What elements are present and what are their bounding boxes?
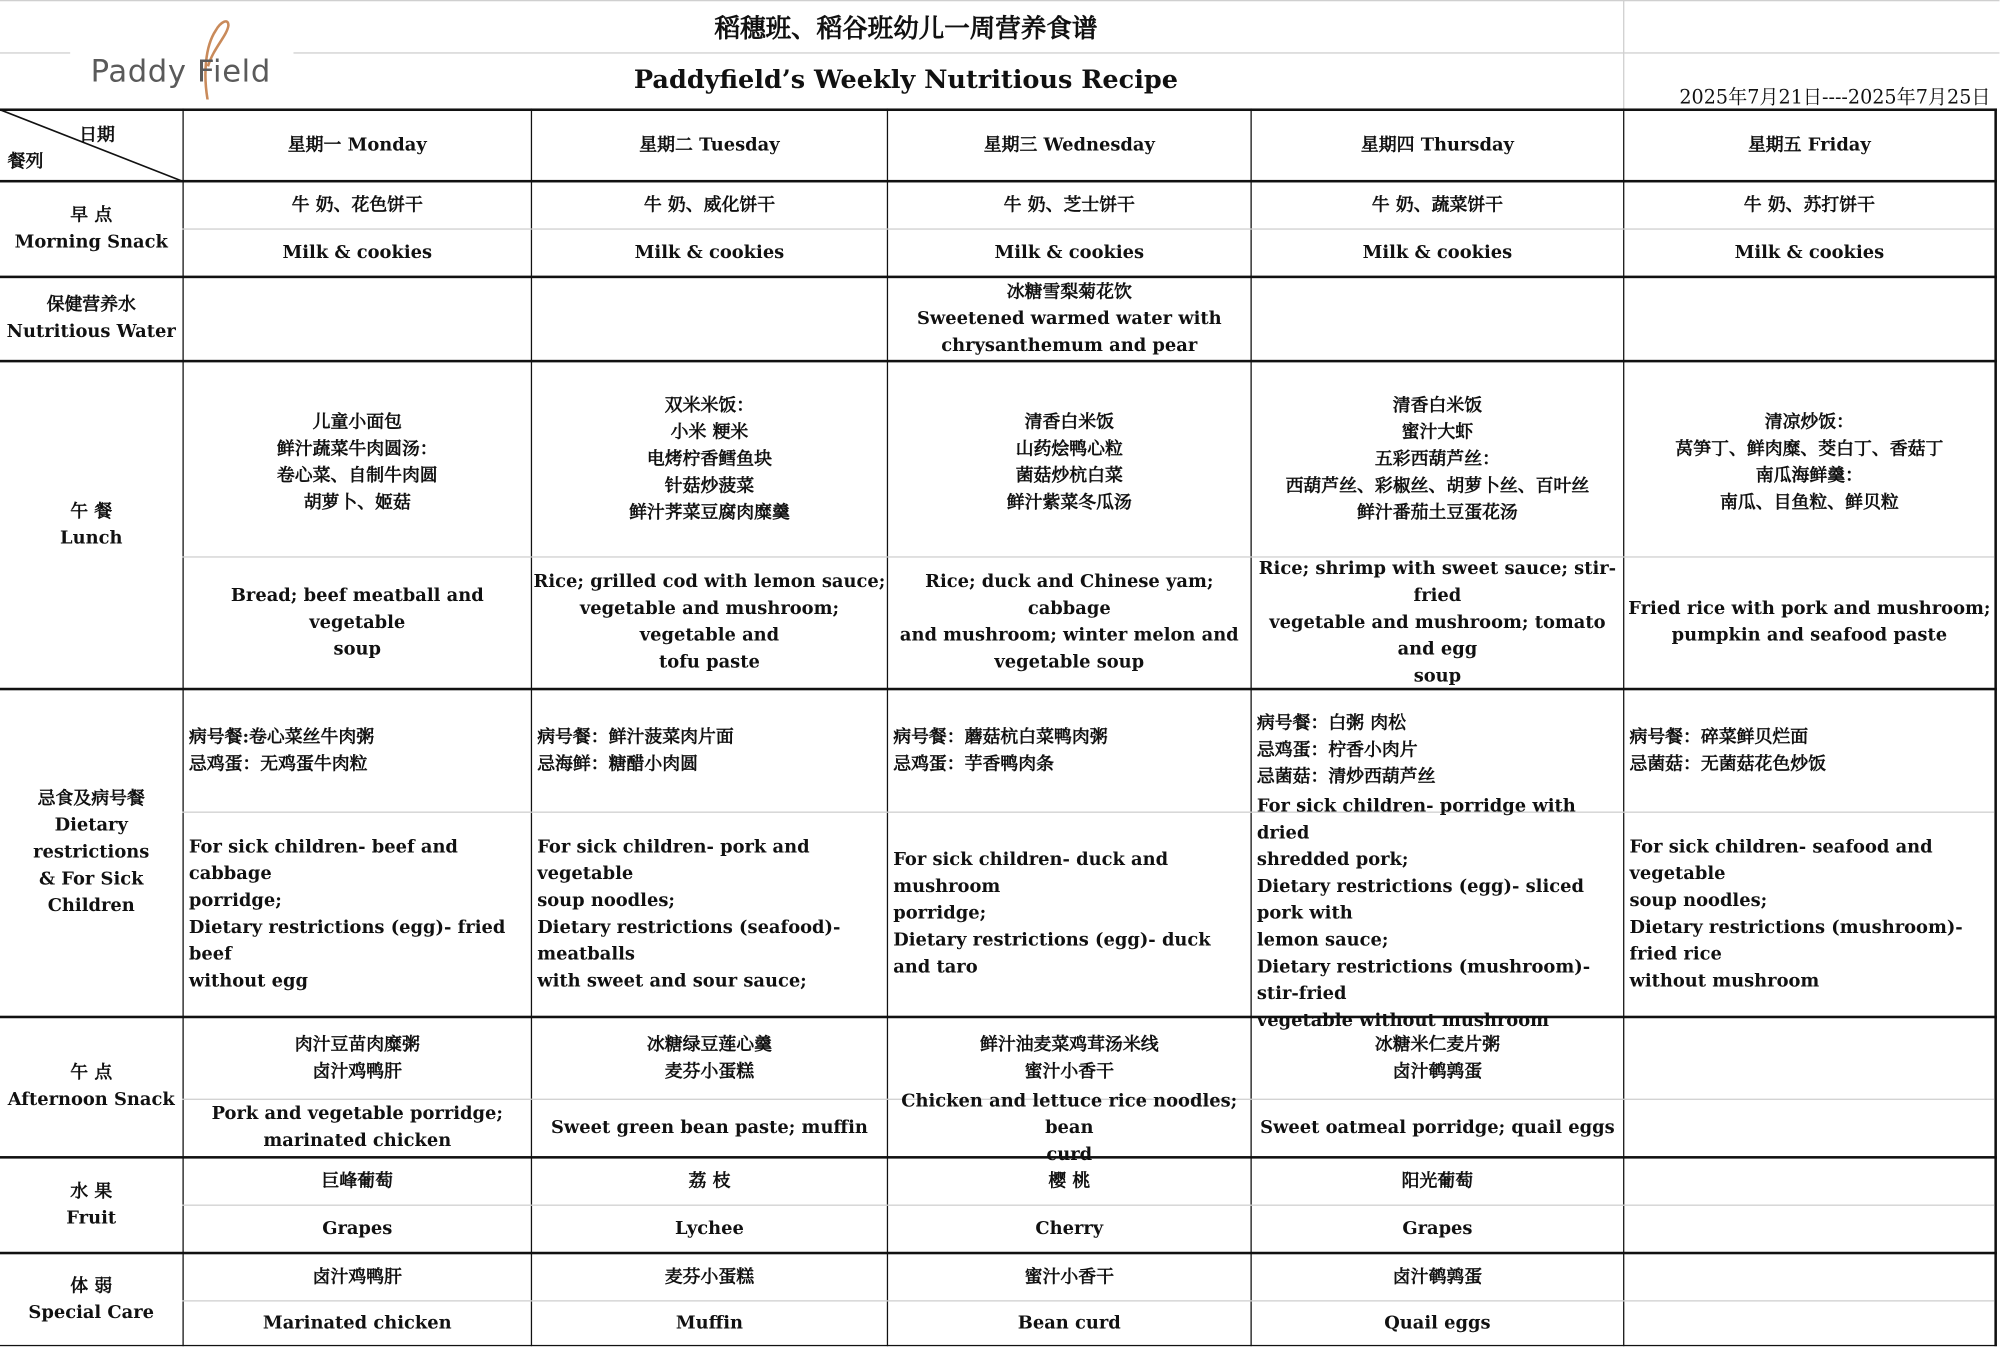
lunch-en-line: vegetable and mushroom; vegetable and xyxy=(579,598,840,646)
afternoon-snack-en-mon xyxy=(184,1100,531,1156)
day-header-wednesday: 星期三 Wednesday xyxy=(983,134,1155,156)
dietary-en-line: For sick children- porridge with dried xyxy=(1256,796,1576,844)
dietary-en-line: vegetable without mushroom xyxy=(1256,1010,1550,1032)
dietary-en-tue xyxy=(532,813,887,1016)
afternoon-en-line: curd xyxy=(1046,1143,1093,1165)
lunch-line: 电烤柠香鳕鱼块 xyxy=(646,448,772,469)
afternoon-line: 卤汁鹌鹑蛋 xyxy=(1392,1060,1483,1082)
row-label-nutritious-water xyxy=(0,278,182,360)
lunch-line: 双米米饭： xyxy=(664,394,755,416)
lunch-line: 蜜汁大虾 xyxy=(1401,421,1474,443)
dietary-en-line: porridge; xyxy=(893,903,987,924)
lunch-line: 鲜汁蔬菜牛肉圆汤： xyxy=(276,438,438,460)
lunch-line: 小米 粳米 xyxy=(670,421,749,443)
afternoon-snack-en-tue xyxy=(532,1100,887,1156)
lunch-line: 鲜汁番茄土豆蛋花汤 xyxy=(1357,502,1518,523)
special-care-zh-mon: 卤汁鸡鸭肝 xyxy=(312,1266,402,1287)
dietary-en-line: soup noodles; xyxy=(537,890,675,911)
afternoon-line: 肉汁豆苗肉糜粥 xyxy=(294,1034,420,1055)
morning-snack-zh-fri: 牛 奶、苏打饼干 xyxy=(1743,194,1876,216)
special-care-zh-wed: 蜜汁小香干 xyxy=(1024,1266,1114,1287)
dietary-line: 病号餐：白粥 肉松 xyxy=(1256,713,1406,734)
dietary-en-line: Dietary restrictions (mushroom)- stir-fried xyxy=(1256,957,1591,1005)
lunch-line: 针菇炒菠菜 xyxy=(664,475,755,496)
nutritious-water-en: chrysanthemum and pear xyxy=(941,334,1198,356)
lunch-en-line: Rice; grilled cod with lemon sauce; xyxy=(533,571,886,593)
row-label-en: Nutritious Water xyxy=(6,321,176,342)
afternoon-line: 冰糖绿豆莲心羹 xyxy=(646,1034,772,1055)
lunch-en-line: tofu paste xyxy=(659,652,760,673)
dietary-en-line: For sick children- seafood and vegetable xyxy=(1629,836,1933,884)
special-care-zh-tue: 麦芬小蛋糕 xyxy=(664,1266,755,1287)
fruit-zh-tue: 荔 枝 xyxy=(688,1170,731,1192)
afternoon-snack-en-wed xyxy=(888,1090,1250,1165)
lunch-en-wed xyxy=(888,558,1250,688)
dietary-line: 病号餐：碎菜鲜贝烂面 xyxy=(1629,726,1809,748)
afternoon-en-line: Chicken and lettuce rice noodles; bean xyxy=(901,1090,1238,1138)
special-care-zh-thu: 卤汁鹌鹑蛋 xyxy=(1392,1266,1483,1287)
row-label-en: Afternoon Snack xyxy=(7,1089,175,1111)
morning-snack-en-mon: Milk & cookies xyxy=(282,241,433,263)
dietary-line: 忌鸡蛋：芋香鸭肉条 xyxy=(893,753,1054,774)
dietary-en-thu xyxy=(1252,796,1623,1032)
row-label-en: Special Care xyxy=(28,1302,155,1323)
lunch-en-fri xyxy=(1624,558,1994,688)
row-label-en: Fruit xyxy=(66,1207,117,1229)
lunch-en-line: pumpkin and seafood paste xyxy=(1671,625,1948,646)
row-label-en: Dietary restrictions xyxy=(33,815,150,863)
fruit-zh-mon: 巨峰葡萄 xyxy=(321,1170,394,1192)
dietary-en-line: For sick children- duck and mushroom xyxy=(893,849,1169,898)
lunch-line: 儿童小面包 xyxy=(312,412,402,433)
nutritious-water-en: Sweetened warmed water with xyxy=(916,308,1222,329)
row-label-zh: 忌食及病号餐 xyxy=(37,788,145,809)
fruit-en-wed: Cherry xyxy=(1035,1217,1104,1239)
lunch-en-line: vegetable soup xyxy=(994,652,1145,673)
row-label-en: & For Sick Children xyxy=(38,868,144,917)
morning-snack-en-fri: Milk & cookies xyxy=(1734,241,1885,263)
morning-snack-zh-wed: 牛 奶、芝士饼干 xyxy=(1003,194,1135,216)
row-label-dietary xyxy=(0,690,182,1015)
page-title-zh: 稻穗班、稻谷班幼儿一周营养食谱 xyxy=(714,12,1098,44)
lunch-en-line: vegetable and mushroom; tomato and egg xyxy=(1269,611,1606,660)
dietary-en-line: lemon sauce; xyxy=(1256,930,1389,951)
nutritious-water-zh: 冰糖雪梨菊花饮 xyxy=(1006,281,1132,302)
dietary-en-line: without mushroom xyxy=(1629,970,1820,991)
dietary-en-line: shredded pork; xyxy=(1256,849,1409,871)
lunch-line: 清凉炒饭： xyxy=(1764,412,1855,433)
lunch-en-line: Fried rice with pork and mushroom; xyxy=(1628,598,1991,619)
afternoon-line: 卤汁鸡鸭肝 xyxy=(312,1060,402,1082)
lunch-zh-mon xyxy=(184,362,531,556)
morning-snack-zh-tue: 牛 奶、威化饼干 xyxy=(643,194,776,216)
afternoon-en-line: marinated chicken xyxy=(263,1130,452,1151)
afternoon-en-line: Sweet oatmeal porridge; quail eggs xyxy=(1260,1117,1615,1138)
lunch-line: 南瓜海鲜羹： xyxy=(1755,465,1863,487)
row-label-zh: 午 餐 xyxy=(70,501,113,522)
row-label-zh: 体 弱 xyxy=(70,1275,113,1296)
afternoon-snack-zh-thu xyxy=(1252,1018,1623,1098)
dietary-zh-fri xyxy=(1624,690,1994,811)
lunch-zh-wed xyxy=(888,362,1250,556)
afternoon-line: 鲜汁油麦菜鸡茸汤米线 xyxy=(979,1034,1159,1055)
dietary-en-line: Dietary restrictions (egg)- fried beef xyxy=(188,916,506,965)
lunch-en-line: Rice; duck and Chinese yam; cabbage xyxy=(925,571,1214,619)
lunch-line: 卷心菜、自制牛肉圆 xyxy=(276,465,438,487)
row-label-special-care xyxy=(0,1254,182,1345)
lunch-zh-thu xyxy=(1252,362,1623,556)
dietary-line: 忌菌菇：清炒西葫芦丝 xyxy=(1256,766,1436,788)
lunch-zh-fri xyxy=(1624,362,1994,556)
lunch-en-mon xyxy=(184,558,531,688)
dietary-en-fri xyxy=(1624,813,1994,1016)
dietary-en-line: Dietary restrictions (seafood)- meatballs xyxy=(537,916,841,965)
lunch-en-line: Rice; shrimp with sweet sauce; stir-fried xyxy=(1258,558,1617,606)
row-label-zh: 保健营养水 xyxy=(46,294,136,316)
lunch-en-line: soup xyxy=(333,638,382,660)
row-label-fruit xyxy=(0,1159,182,1252)
lunch-zh-tue xyxy=(532,362,887,556)
dietary-en-line: For sick children- beef and cabbage xyxy=(188,836,458,884)
dietary-en-mon xyxy=(184,813,531,1016)
day-header-monday: 星期一 Monday xyxy=(287,134,427,156)
lunch-en-line: and mushroom; winter melon and xyxy=(899,625,1239,646)
dietary-en-line: without egg xyxy=(188,970,308,991)
logo-text: Paddy Field xyxy=(90,53,271,90)
dietary-zh-mon xyxy=(184,690,531,811)
lunch-en-tue xyxy=(532,558,887,688)
lunch-line: 胡萝卜、姬菇 xyxy=(303,492,411,513)
lunch-line: 西葫芦丝、彩椒丝、胡萝卜丝、百叶丝 xyxy=(1285,475,1590,496)
dietary-en-line: Dietary restrictions (mushroom)- fried rice xyxy=(1629,916,1963,965)
dietary-line: 病号餐：蘑菇杭白菜鸭肉粥 xyxy=(893,726,1108,748)
lunch-line: 莴笋丁、鲜肉糜、茭白丁、香菇丁 xyxy=(1675,438,1944,460)
lunch-line: 山药烩鸭心粒 xyxy=(1015,438,1123,460)
morning-snack-en-tue: Milk & cookies xyxy=(634,241,785,263)
row-label-lunch xyxy=(0,362,182,687)
morning-snack-en-wed: Milk & cookies xyxy=(994,241,1145,263)
afternoon-snack-en-thu xyxy=(1252,1100,1623,1156)
dietary-en-line: porridge; xyxy=(188,890,282,911)
morning-snack-zh-mon: 牛 奶、花色饼干 xyxy=(291,194,423,216)
afternoon-snack-zh-tue xyxy=(532,1018,887,1098)
row-label-afternoon-snack xyxy=(0,1018,182,1156)
dietary-en-line: Dietary restrictions (egg)- sliced pork with xyxy=(1256,876,1584,924)
corner-date-label: 日期 xyxy=(79,125,115,146)
lunch-line: 清香白米饭 xyxy=(1024,412,1114,433)
lunch-line: 五彩西葫芦丝： xyxy=(1374,448,1500,469)
dietary-line: 忌鸡蛋：柠香小肉片 xyxy=(1256,740,1418,761)
dietary-en-line: For sick children- pork and vegetable xyxy=(537,836,810,884)
lunch-line: 南瓜、目鱼粒、鲜贝粒 xyxy=(1720,492,1899,513)
dietary-line: 病号餐:卷心菜丝牛肉粥 xyxy=(188,726,375,748)
special-care-en-wed: Bean curd xyxy=(1017,1312,1121,1333)
dietary-line: 忌鸡蛋：无鸡蛋牛肉粒 xyxy=(188,753,368,774)
dietary-en-line: Dietary restrictions (egg)- duck and taro xyxy=(893,930,1211,978)
fruit-en-thu: Grapes xyxy=(1402,1217,1473,1239)
row-label-zh: 水 果 xyxy=(70,1180,113,1202)
lunch-line: 鲜汁紫菜冬瓜汤 xyxy=(1006,492,1132,513)
afternoon-line: 麦芬小蛋糕 xyxy=(664,1060,755,1082)
lunch-en-line: soup xyxy=(1413,665,1462,686)
dietary-line: 忌海鲜：糖醋小肉圆 xyxy=(537,753,698,774)
corner-meal-label: 餐列 xyxy=(7,151,44,173)
afternoon-line: 冰糖米仁麦片粥 xyxy=(1374,1034,1500,1055)
lunch-en-line: Bread; beef meatball and vegetable xyxy=(230,585,484,633)
page-title-en: Paddyfield’s Weekly Nutritious Recipe xyxy=(633,63,1178,95)
row-label-zh: 午 点 xyxy=(70,1062,113,1084)
day-header-tuesday: 星期二 Tuesday xyxy=(639,134,780,156)
afternoon-snack-zh-wed xyxy=(888,1018,1250,1098)
special-care-en-mon: Marinated chicken xyxy=(262,1312,452,1333)
special-care-en-tue: Muffin xyxy=(675,1312,744,1333)
lunch-en-thu xyxy=(1252,558,1623,688)
morning-snack-zh-thu: 牛 奶、蔬菜饼干 xyxy=(1371,194,1504,216)
dietary-zh-wed xyxy=(888,690,1250,811)
dietary-line: 忌菌菇：无菌菇花色炒饭 xyxy=(1629,753,1826,774)
afternoon-snack-zh-mon xyxy=(184,1018,531,1098)
dietary-en-line: soup noodles; xyxy=(1629,890,1768,911)
morning-snack-en-thu: Milk & cookies xyxy=(1362,241,1513,263)
row-label-morning-snack xyxy=(0,182,182,275)
row-label-en: Lunch xyxy=(60,528,123,549)
dietary-en-wed xyxy=(888,813,1250,1016)
date-range: 2025年7月21日----2025年7月25日 xyxy=(1679,85,1991,109)
afternoon-en-line: Sweet green bean paste; muffin xyxy=(551,1117,868,1138)
row-label-zh: 早 点 xyxy=(70,204,113,226)
afternoon-line: 蜜汁小香干 xyxy=(1024,1060,1114,1082)
fruit-zh-wed: 樱 桃 xyxy=(1048,1170,1091,1192)
row-label-en: Morning Snack xyxy=(14,231,168,253)
fruit-en-mon: Grapes xyxy=(322,1217,393,1239)
lunch-line: 鲜汁荠菜豆腐肉糜羹 xyxy=(629,502,790,523)
fruit-zh-thu: 阳光葡萄 xyxy=(1401,1170,1474,1192)
lunch-line: 菌菇炒杭白菜 xyxy=(1015,465,1123,487)
dietary-en-line: with sweet and sour sauce; xyxy=(537,970,807,991)
nutritious-water-wed xyxy=(888,278,1250,360)
dietary-zh-tue xyxy=(532,690,887,811)
day-header-friday: 星期五 Friday xyxy=(1747,134,1871,156)
day-header-thursday: 星期四 Thursday xyxy=(1360,134,1514,156)
lunch-line: 清香白米饭 xyxy=(1392,394,1483,416)
afternoon-en-line: Pork and vegetable porridge; xyxy=(211,1103,503,1125)
special-care-en-thu: Quail eggs xyxy=(1384,1312,1491,1333)
dietary-line: 病号餐：鲜汁菠菜肉片面 xyxy=(537,726,734,748)
fruit-en-tue: Lychee xyxy=(675,1217,744,1239)
